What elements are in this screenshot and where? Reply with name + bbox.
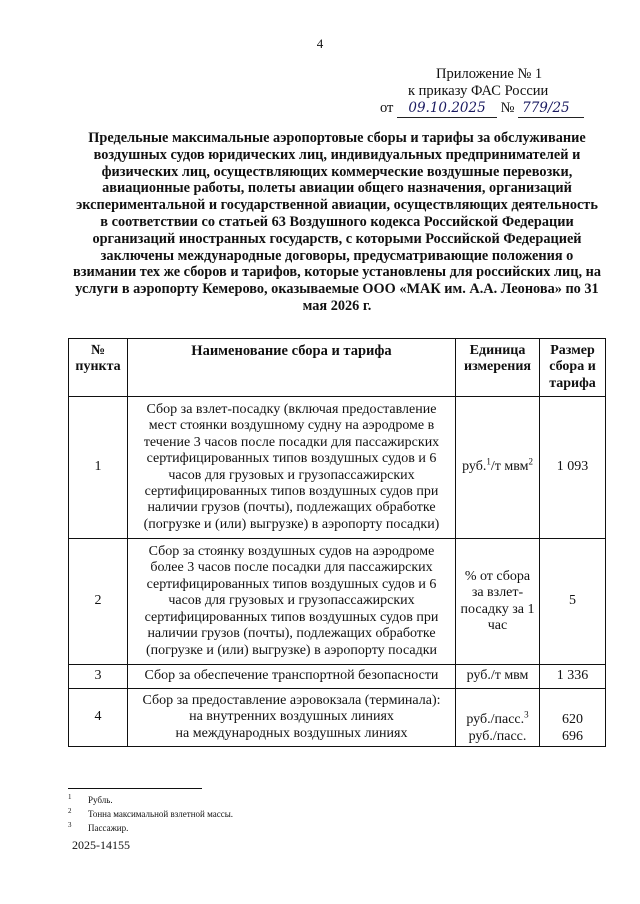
row-value: 5 [540,539,606,665]
row-name: Сбор за обеспечение транспортной безопасности [128,665,456,689]
row-num: 1 [69,397,128,539]
row-num: 3 [69,665,128,689]
row-name [128,689,456,747]
document-id: 2025-14155 [72,838,130,852]
unit-international: руб./пасс. [468,728,527,744]
row-unit: руб.$^1$/т мвм$^2$ [456,397,540,539]
fees-table [68,338,606,747]
appendix-date-line [380,100,610,118]
appendix-order-ref: к приказу ФАС России [408,83,549,99]
footnote: 2 Тонна максимальной взлетной массы. [68,807,233,819]
appendix-title: Приложение № 1 [436,66,543,82]
row-value: 1 336 [540,665,606,689]
footnotes [68,788,233,835]
row-unit [456,689,540,747]
value-international: 696 [562,728,583,744]
row-unit: % от сбора за взлет-посадку за 1 час [456,539,540,665]
table-header-row [69,339,606,397]
header-unit: Единица измерения [456,339,540,397]
document-title: Предельные максимальные аэропортовые сборы и тарифы за обслуживание воздушных судов юридических лиц, индивидуальных предпринимателей и физических лиц, осуществляющих коммерческие воздушные перевозки, авиационные работы, полеты авиации общего назначения, организаций экспериментальной и государственной авиации, осуществляющих деятельность в соответствии со статьей 63 Воздушного кодекса Российской Федерации организаций иностранных государств, с которыми Российской Федерацией заключены международные договоры, предусматривающие положения о взимании тех же сборов и тарифов, которые установлены для российских лиц, на услуги в аэропорту Кемерово, оказываемые ООО «МАК им. А.А. Леонова» по 31 мая 2026 г. [73,130,601,314]
row-num: 2 [69,539,128,665]
footnote-separator [68,788,202,789]
row-name-domestic: на внутренних воздушных линиях [189,709,394,725]
table-row [69,539,606,665]
header-size: Размер сбора и тарифа [540,339,606,397]
order-date: 09.10.2025 [397,100,497,118]
header-num: № пункта [69,339,128,397]
table-row [69,397,606,539]
unit-domestic: руб./пасс.$^3$ [466,709,529,728]
row-name: Сбор за стоянку воздушных судов на аэродроме более 3 часов после посадки для пассажирских сертифицированных типов воздушных судов и 6 часов для грузовых и грузопассажирских сертифицированных типов воздушных судов при наличии грузов (почты), подлежащих обработке (погрузке и (или) выгрузке) в аэропорту посадки [128,539,456,665]
row-value [540,689,606,747]
table-row [69,665,606,689]
number-prefix: № [500,100,515,116]
row-value: 1 093 [540,397,606,539]
row-name: Сбор за взлет-посадку (включая предоставление мест стоянки воздушному судну на аэродроме в течение 3 часов после посадки для пассажирских сертифицированных типов воздушных судов и 6 часов для грузовых и грузопассажирских сертифицированных типов воздушных судов при наличии грузов (почты), подлежащих обработке (погрузке и (или) выгрузке) в аэропорту посадки) [128,397,456,539]
header-name: Наименование сбора и тарифа [128,339,456,397]
row-name-international: на международных воздушных линиях [175,725,408,741]
table-row [69,689,606,747]
appendix-header [380,66,610,118]
row-unit: руб./т мвм [456,665,540,689]
date-prefix: от [380,100,394,116]
value-domestic: 620 [562,712,583,728]
footnote: 3 Пассажир. [68,821,129,833]
row-num: 4 [69,689,128,747]
order-number: 779/25 [518,100,584,118]
footnote: 1 Рубль. [68,793,113,805]
page-number: 4 [316,36,324,51]
row-name-title: Сбор за предоставление аэровокзала (терминала): [142,692,441,708]
